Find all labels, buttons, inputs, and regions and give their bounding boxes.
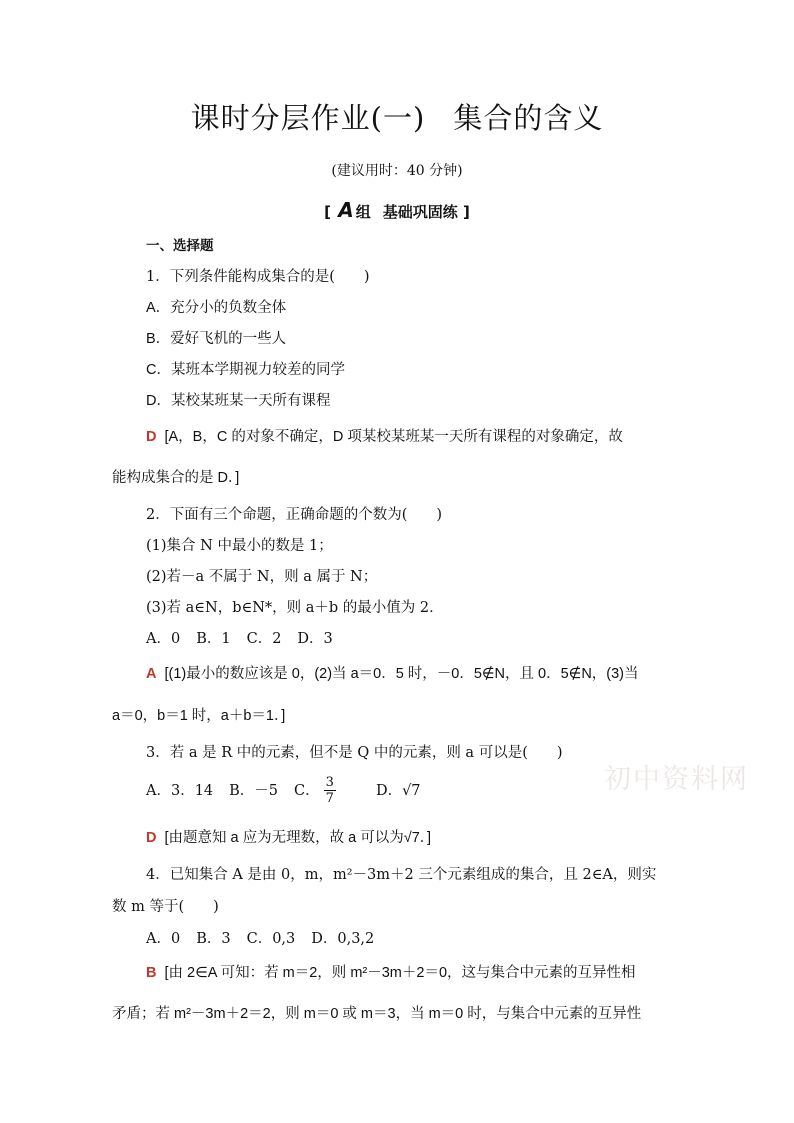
q2-explanation: A [(1)最小的数应该是 0，(2)当 a＝0．5 时，－0．5∉N，且 0．5∉N，(3)当 [146,666,639,682]
q4-stem: 4．已知集合 A 是由 0，m，m²－3m＋2 三个元素组成的集合，且 2∈A，则实 [146,867,657,883]
q3-stem: 3．若 a 是 R 中的元素，但不是 Q 中的元素，则 a 可以是( ) [146,745,563,761]
q4-stem-cont: 数 m 等于( ) [112,899,219,915]
page-title [0,96,794,137]
q1-option-d: D．某校某班某一天所有课程 [146,393,331,409]
q2-item-3: (3)若 a∈N，b∈N*，则 a＋b 的最小值为 2． [146,600,444,616]
q1-stem: 1．下列条件能构成集合的是( ) [146,269,370,285]
q1-option-a: A．充分小的负数全体 [146,300,287,316]
q1-answer: D [146,429,157,445]
group-heading: [ A 组 基础巩固练 ] [324,198,470,222]
q2-item-1: (1)集合 N 中最小的数是 1； [146,538,333,554]
q3-answer: D [146,830,157,846]
q4-answer: B [146,965,157,981]
q4-explanation-cont: 矛盾；若 m²－3m＋2＝2，则 m＝0 或 m＝3，当 m＝0 时，与集合中元素的互异性 [112,1006,642,1022]
q1-explanation-cont: 能构成集合的是 D．] [112,470,240,486]
q2-options: A．0 B．1 C．2 D．3 [146,631,333,647]
q4-explanation: B [由 2∈A 可知：若 m＝2，则 m²－3m＋2＝0，这与集合中元素的互异性相 [146,965,636,981]
q1-option-b: B．爱好飞机的一些人 [146,331,287,347]
fraction: $\frac{3}{7}$ [325,775,334,806]
group-subtitle: 基础巩固练 [382,203,458,221]
group-name: 组 [355,203,371,221]
q2-answer: A [146,666,157,682]
group-letter: A [338,198,354,222]
q2-item-2: (2)若－a 不属于 N，则 a 属于 N； [146,569,378,585]
title-right: 集合的含义 [453,101,604,135]
q4-options: A．0 B．3 C．0,3 D．0,3,2 [146,931,375,947]
q1-explanation: D [A，B，C 的对象不确定，D 项某校某班某一天所有课程的对象确定，故 [146,429,623,445]
q3-options: A．3．14 B．－5 C． $\frac{3}{7}$ D．√7 [146,775,421,806]
watermark: 初中资料网 [604,764,749,794]
section-heading: 一、选择题 [146,238,214,254]
q2-explanation-cont: a＝0，b＝1 时，a＋b＝1．] [112,708,286,724]
q2-stem: 2．下面有三个命题，正确命题的个数为( ) [146,507,443,523]
title-left: 课时分层作业(一) [190,101,426,135]
q1-option-c: C．某班本学期视力较差的同学 [146,362,345,378]
suggested-time: (建议用时：40 分钟) [331,163,463,179]
q3-explanation: D [由题意知 a 应为无理数，故 a 可以为√7．] [146,830,432,846]
